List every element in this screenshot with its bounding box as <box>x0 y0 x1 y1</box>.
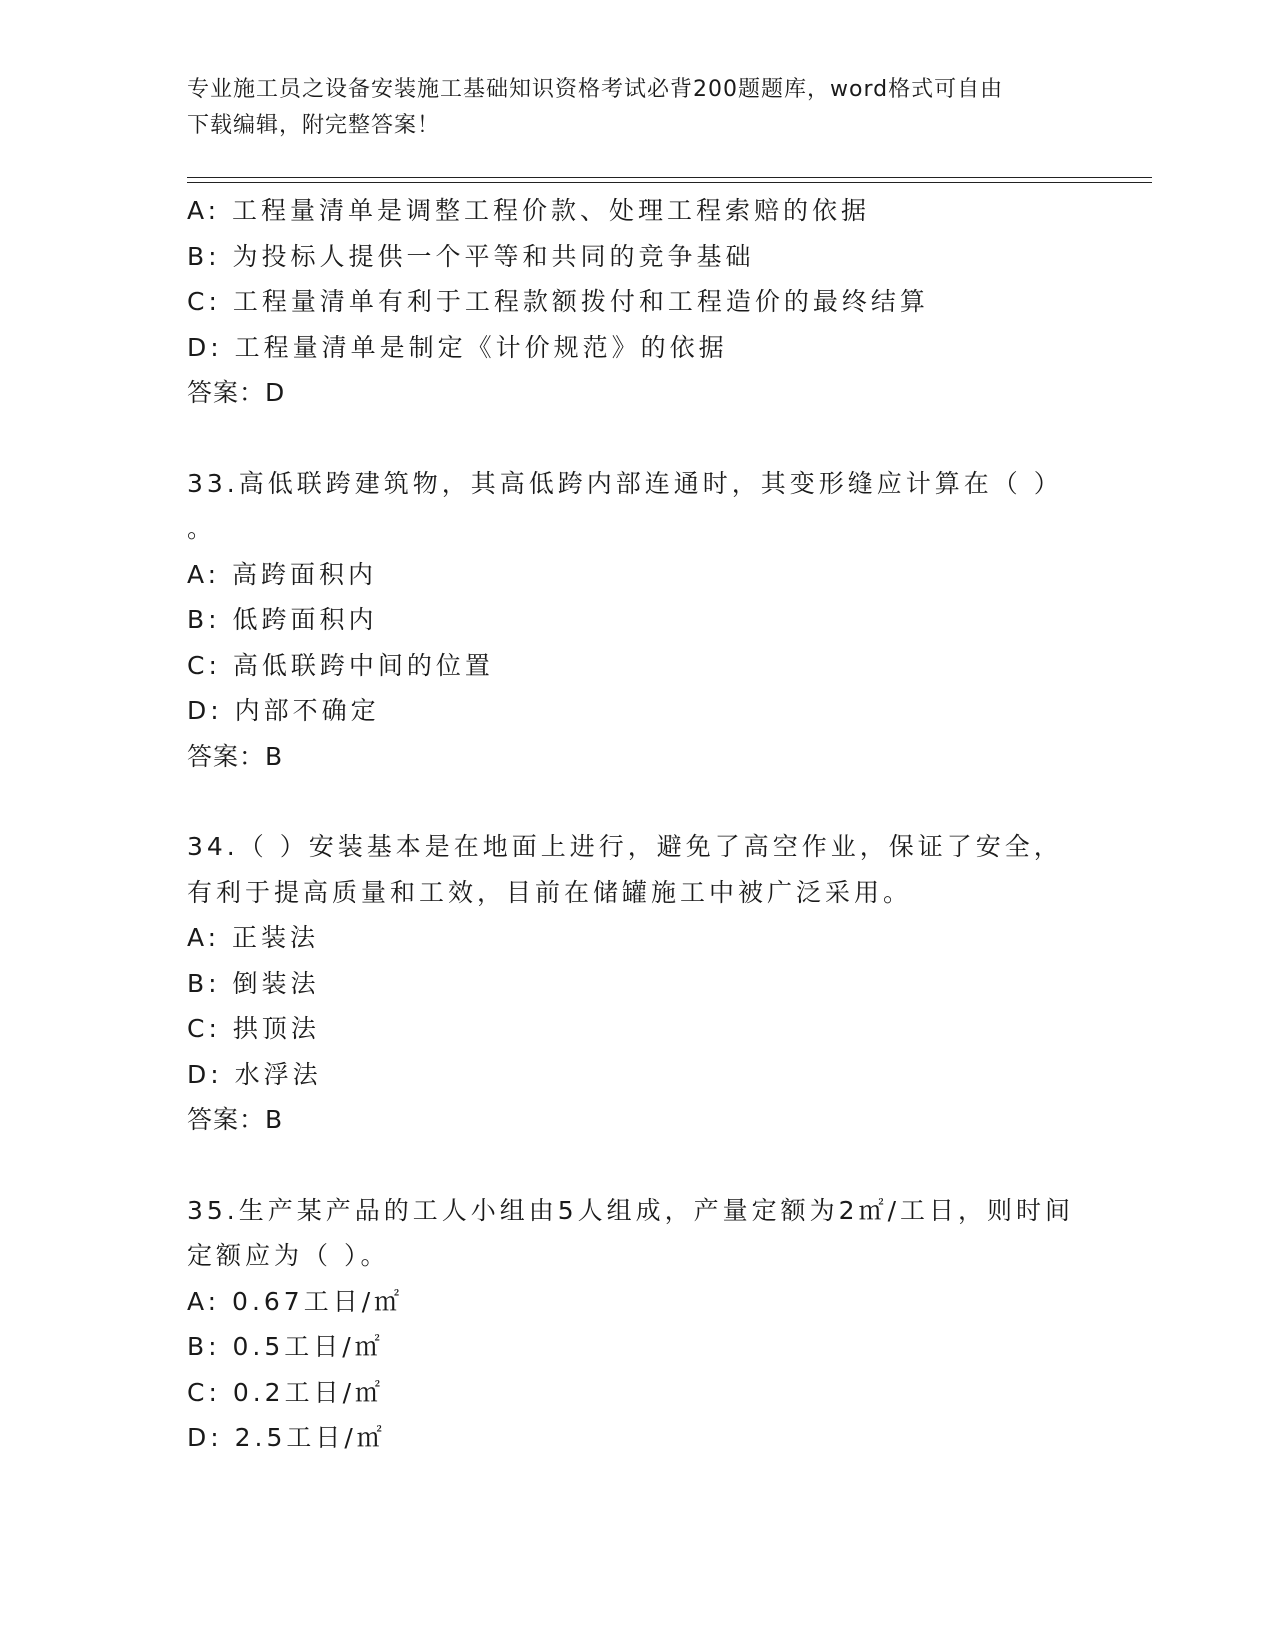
q33-option-d: D: 内部不确定 <box>187 696 380 725</box>
header-divider-bottom <box>187 182 1152 183</box>
spacer <box>187 779 1087 824</box>
q34-option-a: A: 正装法 <box>187 923 320 952</box>
question-content <box>187 188 1087 1461</box>
q33-option-b: B: 低跨面积内 <box>187 605 378 634</box>
spacer <box>187 1143 1087 1188</box>
q33-option-c: C: 高低联跨中间的位置 <box>187 650 494 680</box>
header-title-line-1: 专业施工员之设备安装施工基础知识资格考试必背200题题库，word格式可自由 <box>187 77 1004 102</box>
q34-stem-line-2: 有利于提高质量和工效，目前在储罐施工中被广泛采用。 <box>187 877 913 907</box>
question-34-block <box>187 824 1087 1143</box>
q33-stem-line-2: 。 <box>187 514 217 543</box>
q35-option-b: B: 0.5工日/㎡ <box>187 1332 384 1361</box>
q34-option-d: D: 水浮法 <box>187 1059 322 1089</box>
spacer <box>187 416 1087 461</box>
question-32-block <box>187 188 1087 416</box>
question-35-block <box>187 1188 1087 1461</box>
q32-answer: 答案：D <box>187 378 286 407</box>
header-divider-top <box>187 177 1152 178</box>
q35-stem-line-2: 定额应为（ ）。 <box>187 1241 390 1270</box>
document-header <box>187 72 1067 144</box>
q34-answer: 答案：B <box>187 1105 284 1134</box>
question-33-block <box>187 461 1087 780</box>
q32-option-d: D: 工程量清单是制定《计价规范》的依据 <box>187 332 728 362</box>
q35-option-d: D: 2.5工日/㎡ <box>187 1423 386 1452</box>
q34-stem-line-1: 34.（ ）安装基本是在地面上进行，避免了高空作业，保证了安全， <box>187 832 1063 861</box>
q33-stem-line-1: 33.高低联跨建筑物，其高低跨内部连通时，其变形缝应计算在（ ） <box>187 468 1063 498</box>
q32-option-c: C: 工程量清单有利于工程款额拨付和工程造价的最终结算 <box>187 287 929 316</box>
q32-option-a: A: 工程量清单是调整工程价款、处理工程索赔的依据 <box>187 196 871 225</box>
q35-stem-line-1: 35.生产某产品的工人小组由5人组成，产量定额为2㎡/工日，则时间 <box>187 1195 1074 1225</box>
q34-option-c: C: 拱顶法 <box>187 1014 320 1043</box>
q35-option-c: C: 0.2工日/㎡ <box>187 1377 385 1407</box>
q34-option-b: B: 倒装法 <box>187 968 320 998</box>
q32-option-b: B: 为投标人提供一个平等和共同的竞争基础 <box>187 241 755 271</box>
q33-answer: 答案：B <box>187 741 284 771</box>
q33-option-a: A: 高跨面积内 <box>187 559 378 589</box>
header-title-line-2: 下载编辑，附完整答案！ <box>187 113 441 138</box>
q35-option-a: A: 0.67工日/㎡ <box>187 1286 404 1316</box>
